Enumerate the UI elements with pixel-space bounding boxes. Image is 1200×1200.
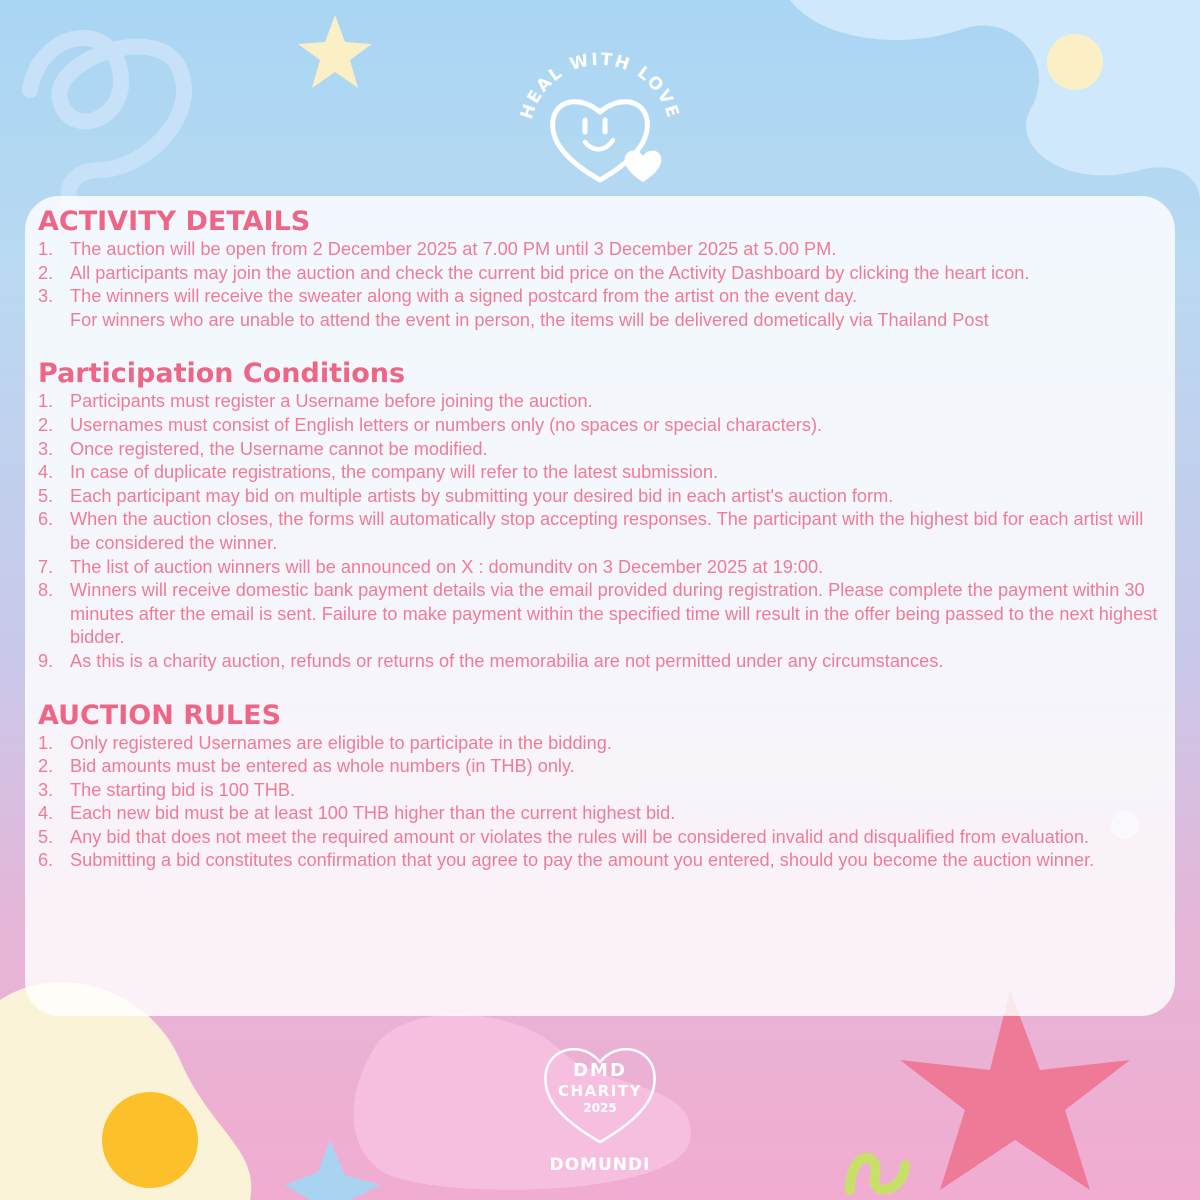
list-item: 1. The auction will be open from 2 December 2025 at 7.00 PM until 3 December 2025 at 5.00 PM. (38, 239, 837, 259)
small-heart-icon (625, 150, 662, 182)
star-shape-bottom-right (900, 990, 1130, 1190)
participation-conditions-list (38, 390, 1168, 673)
activity-details-heading: ACTIVITY DETAILS (38, 206, 311, 237)
list-item: 6. When the auction closes, the forms will automatically stop accepting responses. The participant with the highest bid for each artist will be considered the winner. (38, 509, 1144, 553)
list-item: 4. In case of duplicate registrations, the company will refer to the latest submission. (38, 462, 718, 483)
list-item: 5. Each participant may bid on multiple artists by submitting your desired bid in each artist's auction form. (38, 485, 894, 506)
yellow-dot (1047, 34, 1103, 90)
list-item: 7. The list of auction winners will be announced on X : domunditv on 3 December 2025 at 19:00. (38, 556, 824, 577)
list-item: 8. Winners will receive domestic bank payment details via the email provided during registration. Please complete the payment within 30 minutes after the email is sent. Failure to make payment within the specified time will result in the offer being passed to the next highest bidder. (38, 580, 1158, 648)
auction-rules-heading: AUCTION RULES (38, 699, 282, 731)
svg-text:DOMUNDI: DOMUNDI (549, 1155, 651, 1175)
list-item: 6. Submitting a bid constitutes confirmation that you agree to pay the amount you entered, should you become the auction winner. (38, 850, 1095, 871)
swirl-top-left (30, 38, 184, 220)
list-item: 3. The winners will receive the sweater along with a signed postcard from the artist on the event day. For winners who are unable to attend the event in person, the items will be delivered dometically via Thailand Post (38, 286, 989, 330)
auction-rules-list (38, 732, 1168, 874)
dmd-charity-logo (536, 1030, 664, 1180)
svg-text:2025: 2025 (583, 1101, 617, 1115)
activity-details-list (38, 238, 1168, 332)
list-item: 2. All participants may join the auction and check the current bid price on the Activity Dashboard by clicking the heart icon. (38, 262, 1030, 283)
heal-with-love-logo (505, 40, 695, 200)
list-item: 1. Participants must register a Username before joining the auction. (38, 391, 593, 412)
svg-text:CHARITY: CHARITY (558, 1082, 642, 1100)
list-item: 3. The starting bid is 100 THB. (38, 779, 296, 800)
yellow-circle-bottom (102, 1092, 198, 1188)
list-item: 9. As this is a charity auction, refunds or returns of the memorabilia are not permitted under any circumstances. (38, 650, 944, 671)
cloud-blob-top-right (790, 0, 1200, 200)
list-item: 1. Only registered Usernames are eligible to participate in the bidding. (38, 732, 612, 753)
list-item: 5. Any bid that does not meet the required amount or violates the rules will be considered invalid and disqualified from evaluation. (38, 826, 1090, 847)
list-item: 3. Once registered, the Username cannot be modified. (38, 438, 488, 459)
content (38, 206, 1168, 873)
list-item: 2. Bid amounts must be entered as whole numbers (in THB) only. (38, 756, 575, 777)
green-squiggle (850, 1158, 905, 1190)
svg-text:HEAL WITH LOVE: HEAL WITH LOVE (516, 49, 684, 122)
participation-conditions-heading: Participation Conditions (38, 358, 406, 390)
list-item: 2. Usernames must consist of English letters or numbers only (no spaces or special characters). (38, 414, 823, 435)
star-shape-top (298, 15, 372, 88)
svg-text:DMD: DMD (573, 1060, 627, 1081)
list-item: 4. Each new bid must be at least 100 THB higher than the current highest bid. (38, 803, 676, 824)
